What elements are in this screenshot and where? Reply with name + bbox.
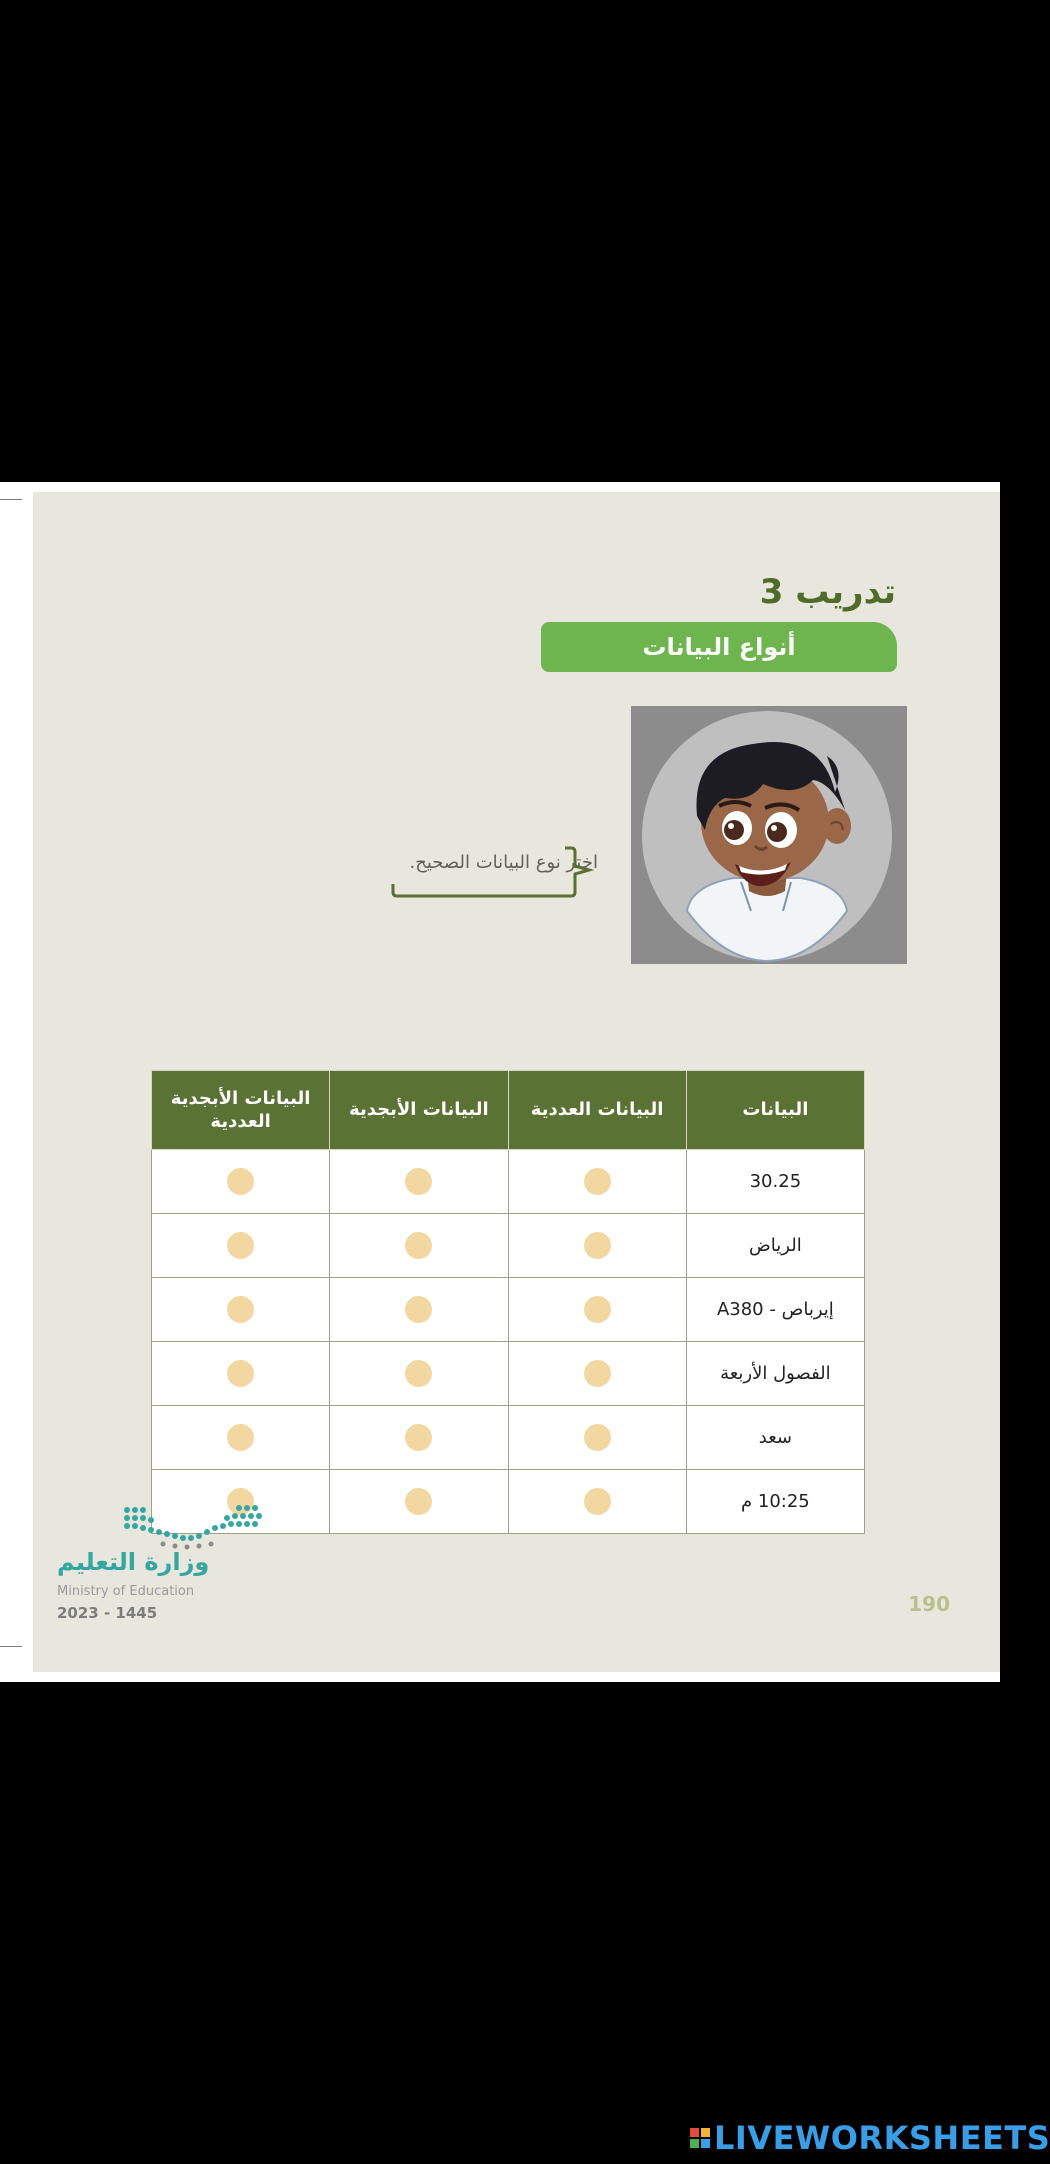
ministry-name-english: Ministry of Education (57, 1584, 195, 1599)
option-cell (152, 1278, 330, 1342)
section-title: أنواع البيانات (541, 622, 897, 672)
row-label: 10:25 م (686, 1470, 864, 1534)
option-alphabetic-radio[interactable] (405, 1296, 432, 1323)
option-numeric-radio[interactable] (584, 1360, 611, 1387)
option-cell (152, 1342, 330, 1406)
option-cell (152, 1406, 330, 1470)
option-cell (152, 1150, 330, 1214)
ministry-logo-dots (123, 1504, 263, 1552)
row-label: الرياض (686, 1214, 864, 1278)
option-cell (508, 1406, 686, 1470)
option-alphanumeric-radio[interactable] (227, 1232, 254, 1259)
boy-avatar-illustration (631, 706, 907, 964)
table-row (152, 1406, 865, 1470)
brand-logo-tiles (690, 2128, 710, 2148)
exercise-title: تدريب 3 (759, 572, 896, 612)
option-cell (330, 1214, 508, 1278)
textbook-page (33, 492, 1000, 1672)
brand-tile (690, 2128, 699, 2137)
row-label: إيرباص - A380 (686, 1278, 864, 1342)
option-numeric-radio[interactable] (584, 1232, 611, 1259)
option-alphabetic-radio[interactable] (405, 1168, 432, 1195)
worksheet-sheet (0, 482, 1000, 1682)
option-cell (330, 1278, 508, 1342)
option-cell (508, 1150, 686, 1214)
data-types-table (151, 1070, 865, 1534)
row-label: سعد (686, 1406, 864, 1470)
row-label: الفصول الأربعة (686, 1342, 864, 1406)
table-row (152, 1342, 865, 1406)
speech-bracket (393, 844, 633, 906)
option-cell (508, 1470, 686, 1534)
table-header-row (152, 1071, 865, 1150)
option-alphabetic-radio[interactable] (405, 1424, 432, 1451)
ministry-name-arabic: وزارة التعليم (57, 1548, 210, 1576)
column-header: البيانات الأبجدية (330, 1071, 508, 1150)
option-cell (330, 1470, 508, 1534)
option-cell (508, 1342, 686, 1406)
option-alphanumeric-radio[interactable] (227, 1296, 254, 1323)
option-alphabetic-radio[interactable] (405, 1360, 432, 1387)
row-label: 30.25 (686, 1150, 864, 1214)
brand-tile (701, 2128, 710, 2137)
option-cell (152, 1214, 330, 1278)
brand-tile (701, 2139, 710, 2148)
column-header: البيانات (686, 1071, 864, 1150)
ministry-year: 2023 - 1445 (57, 1604, 158, 1622)
option-cell (330, 1150, 508, 1214)
column-header: البيانات الأبجدية العددية (152, 1071, 330, 1150)
instruction-text: اختر نوع البيانات الصحيح. (409, 852, 598, 873)
crop-mark (0, 499, 22, 500)
option-alphabetic-radio[interactable] (405, 1488, 432, 1515)
option-numeric-radio[interactable] (584, 1168, 611, 1195)
option-alphanumeric-radio[interactable] (227, 1360, 254, 1387)
liveworksheets-brand (690, 2120, 1050, 2156)
table-row (152, 1214, 865, 1278)
column-header: البيانات العددية (508, 1071, 686, 1150)
brand-tile (690, 2139, 699, 2148)
page-number: 190 (908, 1592, 950, 1616)
option-cell (508, 1214, 686, 1278)
option-alphanumeric-radio[interactable] (227, 1424, 254, 1451)
option-cell (330, 1406, 508, 1470)
table-row (152, 1278, 865, 1342)
option-alphanumeric-radio[interactable] (227, 1168, 254, 1195)
option-numeric-radio[interactable] (584, 1488, 611, 1515)
option-numeric-radio[interactable] (584, 1296, 611, 1323)
option-cell (330, 1342, 508, 1406)
table-row (152, 1150, 865, 1214)
option-numeric-radio[interactable] (584, 1424, 611, 1451)
brand-name: LIVEWORKSHEETS (714, 2119, 1050, 2157)
avatar-frame (631, 706, 907, 964)
option-cell (508, 1278, 686, 1342)
option-alphabetic-radio[interactable] (405, 1232, 432, 1259)
crop-mark (0, 1646, 22, 1647)
